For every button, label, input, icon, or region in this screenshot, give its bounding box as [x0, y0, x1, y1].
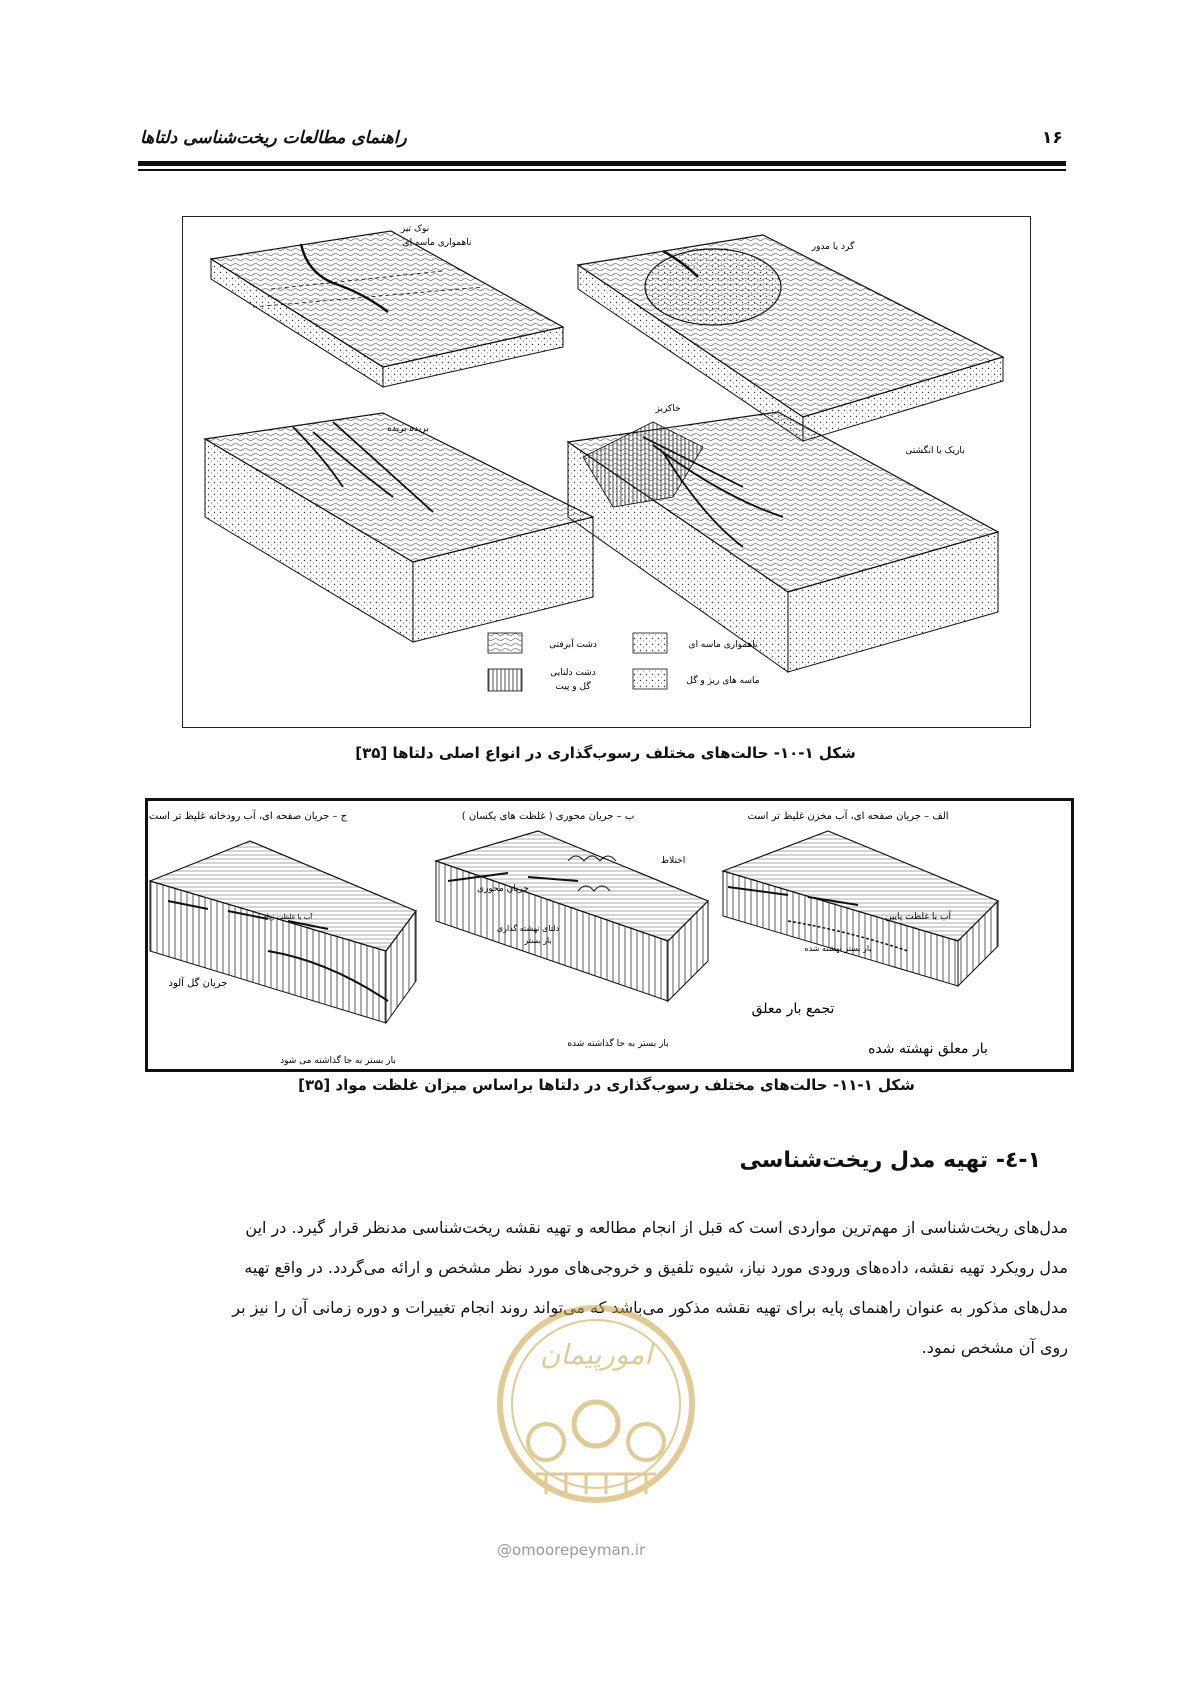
panel-a-low-density: آب با غلظت پایین: [884, 912, 952, 922]
panel-a-suspended-dep: بار معلق نهشته شده: [868, 1041, 988, 1057]
watermark-brand: امورپیمان: [539, 1338, 653, 1371]
label-sharp: نوک تیز: [400, 224, 430, 234]
panel-c-block: [150, 841, 416, 1023]
watermark-logo: [486, 1294, 706, 1554]
figure-legend: [488, 633, 760, 692]
panel-c-low-density: آب با غلظت زیاد: [263, 913, 313, 921]
figure2-caption: شکل ۱-۱۱- حالت‌های مختلف رسوب‌گذاری در دلتاها براساس میزان غلظت مواد [۳۵]: [298, 1076, 915, 1094]
label-lobate: بریده بریده: [387, 424, 429, 434]
panel-c-bedload: بار بستر به جا گذاشته می شود: [280, 1056, 396, 1066]
panel-b-delta-deposit: دلتای نهشته گذاری: [496, 924, 560, 933]
panel-b-bedload-left: بار بستر: [524, 936, 552, 945]
legend-mud-peat: گل و پیت: [555, 682, 591, 692]
figure1-caption: شکل ۱-۱۰- حالت‌های مختلف رسوب‌گذاری در انواع اصلی دلتاها [۳۵]: [355, 744, 856, 762]
block-lobate-delta: [205, 413, 593, 642]
label-rounded: گرد یا مدور: [811, 242, 855, 252]
label-levee: خاکریز: [655, 404, 681, 414]
panel-a-suspended-acc: تجمع بار معلق: [751, 1001, 835, 1017]
block-rounded-delta: [578, 235, 1003, 441]
header-rule-thick: [138, 161, 1066, 166]
paragraph-line: روی آن مشخص نمود.: [921, 1338, 1068, 1357]
paragraph-line: مدل‌های مذکور به عنوان راهنمای پایه برای تهیه نقشه مذکور می‌باشد که می‌تواند روند انجام تغییرات و دوره زمانی آن را نیز بر: [232, 1298, 1068, 1317]
watermark-url: @omoorepeyman.ir: [497, 1541, 646, 1559]
panel-b-title: ب – جریان محوری ( غلظت های یکسان ): [461, 811, 635, 822]
running-header-title: راهنمای مطالعات ریخت‌شناسی دلتاها: [140, 128, 407, 148]
label-sand-ridges-top: ناهمواری ماسه ای: [402, 238, 472, 248]
panel-a-title: الف – جریان صفحه ای، آب مخزن غلیظ تر است: [747, 811, 949, 822]
legend-fine-sand-mud: ماسه های ریز و گل: [686, 676, 760, 686]
panel-b-mixing: اختلاط: [660, 856, 686, 866]
page-number: ۱۶: [1042, 128, 1063, 148]
panel-a-bedload-dep: بار بستر نهشته شده: [804, 944, 872, 953]
header-rule-thin: [138, 169, 1066, 171]
legend-sand-ridges: ناهمواری ماسه ای: [688, 640, 758, 650]
panel-b-bedload: بار بستر به جا گذاشته شده: [567, 1039, 669, 1049]
section-heading: ۱-٤- تهیه مدل ریخت‌شناسی: [739, 1148, 1041, 1173]
legend-delta-plain: دشت دلتایی: [550, 668, 596, 678]
panel-b-axial-flow: جریان محوری: [477, 884, 529, 894]
delta-types-illustration: [183, 217, 1030, 727]
label-finger: باریک یا انگشتی: [905, 446, 965, 456]
figure-delta-types: [182, 216, 1031, 728]
panel-c-title: ج – جریان صفحه ای، آب رودخانه غلیظ تر است: [148, 811, 348, 822]
legend-alluvial-plain: دشت آبرفتی: [549, 640, 597, 650]
figure-density-flows: [145, 798, 1074, 1072]
paragraph-line: مدل رویکرد تهیه نقشه، داده‌های ورودی مورد نیاز، شیوه تلفیق و خروجی‌های مورد نظر مشخص و ارائه می‌گردد. در واقع تهیه: [244, 1258, 1068, 1277]
block-sharp-delta: [211, 231, 563, 387]
paragraph-line: مدل‌های ریخت‌شناسی از مهم‌ترین مواردی است که قبل از انجام مطالعه و تهیه نقشه ریخت‌شناسی مدنظر قرار گیرد. در این: [245, 1218, 1068, 1237]
panel-a-block: [723, 831, 998, 986]
density-flow-illustration: [148, 801, 1071, 1069]
panel-c-muddy-flow: جریان گل آلود: [168, 978, 228, 989]
